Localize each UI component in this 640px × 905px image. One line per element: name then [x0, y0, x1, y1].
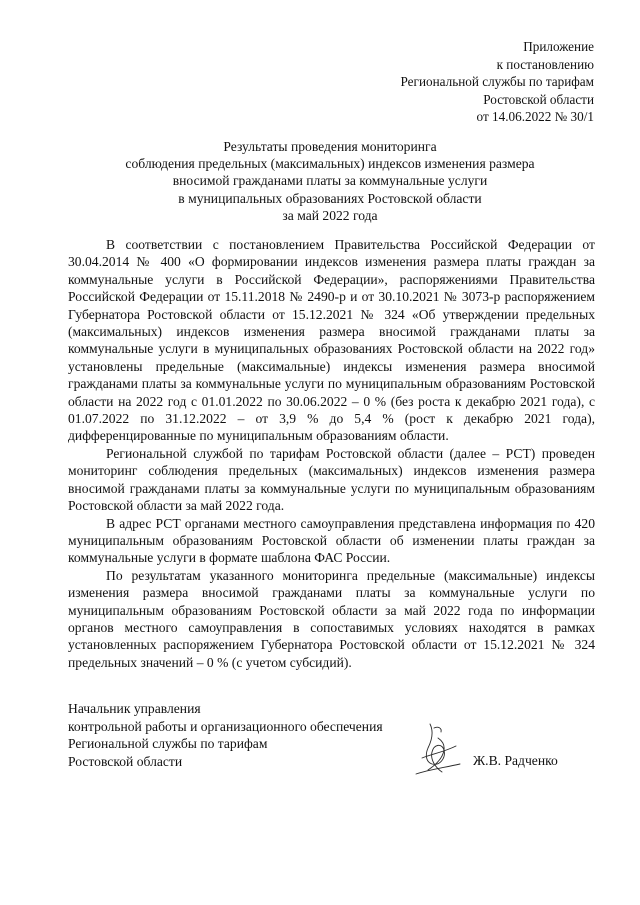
- signatory-name: Ж.В. Радченко: [473, 753, 558, 768]
- appendix-header: [401, 38, 594, 126]
- position-line: контрольной работы и организационного обеспечения: [68, 718, 383, 734]
- title-line: в муниципальных образованиях Ростовской области: [178, 190, 482, 206]
- position-line: Ростовской области: [68, 753, 183, 769]
- body-paragraph: В соответствии с постановлением Правительства Российской Федерации от 30.04.2014 № 400 «О формировании индексов изменения размера платы граждан за коммунальные услуги в Российской Федерации», распоряжениями Правительства Российской Федерации от 15.11.2018 № 2490-р и от 30.10.2021 № 3073-р распоряжением Губернатора Ростовской области от 15.12.2021 № 324 «Об утверждении предельных (максимальных) индексов изменения размера вносимой гражданами платы за коммунальные услуги в муниципальных образованиях Ростовской области на 2022 год» установлены предельные (максимальные) индексы изменения размера вносимой гражданами платы за коммунальные услуги по муниципальным образованиям Ростовской области на 2022 год с 01.01.2022 по 30.06.2022 – 0 % (без роста к декабрю 2021 года), с 01.07.2022 по 31.12.2022 – от 3,9 % до 5,4 % (рост к декабрю 2021 года), дифференцированные по муниципальным образованиям области.: [68, 237, 595, 444]
- document-title: [60, 138, 600, 224]
- title-line: вносимой гражданами платы за коммунальные услуги: [172, 173, 488, 189]
- title-line: соблюдения предельных (максимальных) индексов изменения размера: [125, 156, 535, 172]
- title-line: за май 2022 года: [282, 207, 378, 223]
- body-paragraph: По результатам указанного мониторинга предельные (максимальные) индексы изменения размера вносимой гражданами платы за коммунальные услуги по муниципальным образованиям Ростовской области за май 2022 года по информации органов местного самоуправления в сопоставимых условиях находятся в рамках установленных распоряжением Губернатора Ростовской области от 15.12.2021 № 324 предельных значений – 0 % (с учетом субсидий).: [68, 567, 595, 670]
- appendix-line: Региональной службы по тарифам: [400, 74, 594, 90]
- title-line: Результаты проведения мониторинга: [223, 139, 437, 154]
- appendix-line: Приложение: [523, 39, 594, 54]
- body-paragraph: В адрес РСТ органами местного самоуправления представлена информация по 420 муниципальным образованиям Ростовской области об изменении платы граждан за коммунальные услуги в формате шаблона ФАС России.: [68, 515, 595, 566]
- document-body: [68, 236, 595, 671]
- position-line: Начальник управления: [68, 701, 201, 716]
- body-paragraph: Региональной службой по тарифам Ростовской области (далее – РСТ) проведен мониторинг соблюдения предельных (максимальных) индексов изменения размера вносимой гражданами платы за коммунальные услуги по муниципальным образованиям Ростовской области за май 2022 года.: [68, 445, 595, 514]
- signatory-position: [68, 700, 383, 770]
- appendix-line: Ростовской области: [483, 91, 594, 107]
- appendix-line: к постановлению: [496, 56, 594, 72]
- appendix-line: от 14.06.2022 № 30/1: [476, 109, 594, 125]
- position-line: Региональной службы по тарифам: [68, 736, 268, 752]
- handwritten-signature: [408, 718, 468, 780]
